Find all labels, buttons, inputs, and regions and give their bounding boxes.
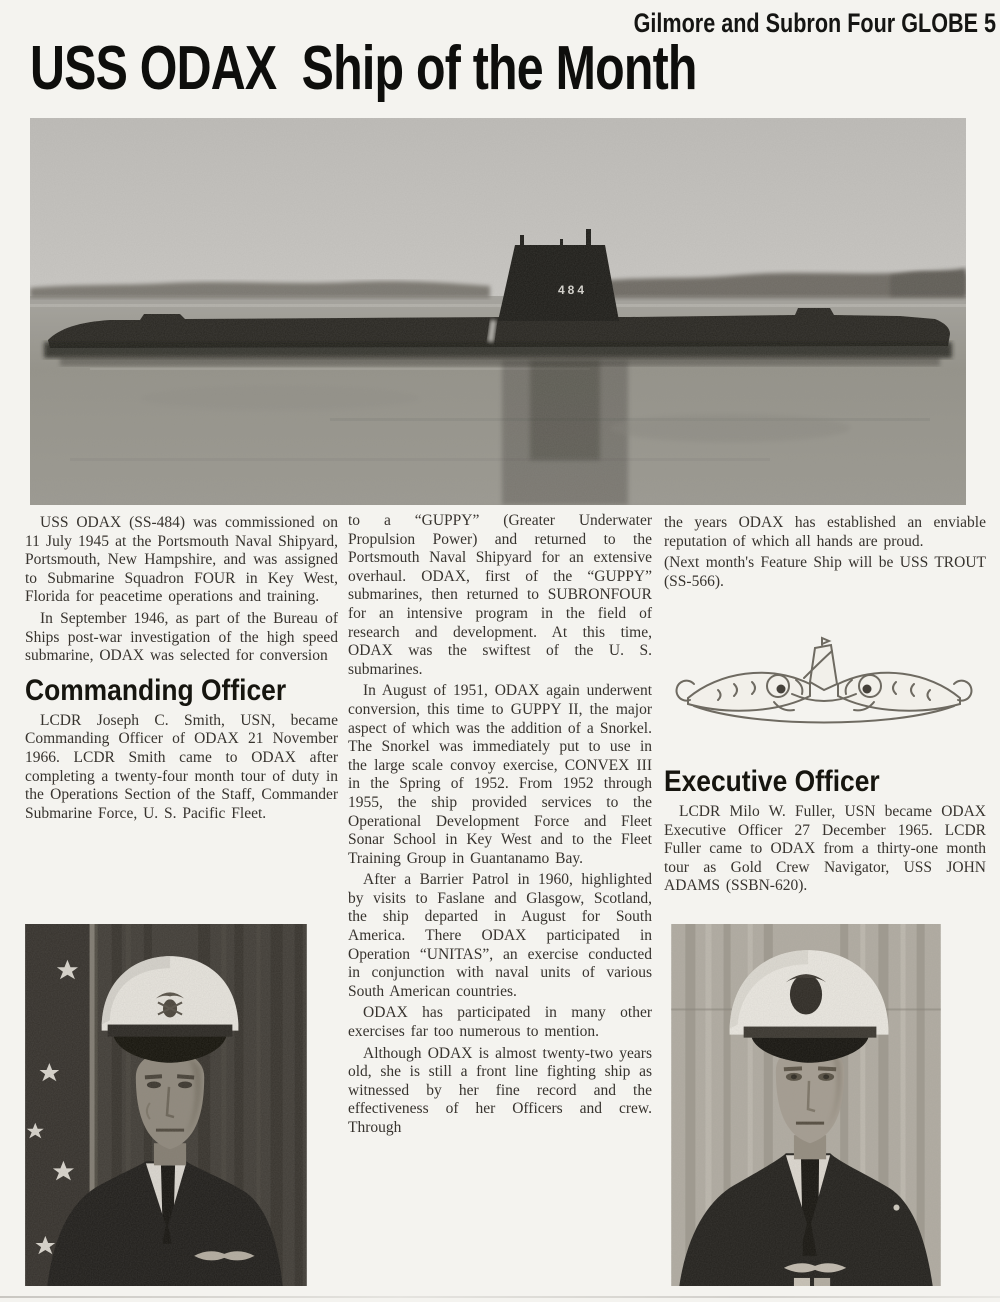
- masthead-text: Gilmore and Subron Four GLOBE 5: [633, 8, 996, 38]
- col3-paragraph-1: the years ODAX has established an enviable reputation of which all hands are proud.: [664, 514, 986, 550]
- commanding-officer-heading: Commanding Officer: [25, 673, 287, 707]
- column-3-top: [664, 514, 986, 594]
- col2-paragraph-2: In August of 1951, ODAX again underwent conversion, this time to GUPPY II, the major aspect of which was the addition of a Snorkel. The Snorkel was immediately put to use in the large scale convoy exercise, CONVEX III in the Spring of 1952. From 1952 through 1955, the ship provided services to the Operational Development Force and Fleet Sonar School in Key West and to the Fleet Training Group in Guantanamo Bay.: [348, 682, 652, 867]
- commanding-officer-portrait: [25, 924, 307, 1286]
- col2-paragraph-4: ODAX has participated in many other exercises far too numerous to mention.: [348, 1004, 652, 1041]
- column-2: [348, 512, 652, 1141]
- commanding-officer-portrait-art: [25, 924, 307, 1286]
- column-3-bottom: [664, 760, 986, 899]
- executive-officer-portrait-art: [671, 924, 941, 1286]
- col1-paragraph-3: LCDR Joseph C. Smith, USN, became Commanding Officer of ODAX 21 November 1966. LCDR Smith came to ODAX after completing a twenty-four month tour of duty in the Operations Section of the Staff, Commander Submarine Force, U. S. Pacific Fleet.: [25, 711, 338, 822]
- col2-paragraph-5: Although ODAX is almost twenty-two years old, she is still a front line fighting ship as witnessed by her fine record and the effectiveness of her Officers and crew. Through: [348, 1044, 652, 1136]
- page-title: USS ODAX Ship of the Month: [30, 34, 697, 103]
- col2-paragraph-3: After a Barrier Patrol in 1960, highlighted by visits to Faslane and Glasgow, Scotland, the ship departed in August for South America. There ODAX participated in Operation “UNITAS”, an exercise conducted in conjunction with naval units of various South American countries.: [348, 871, 652, 1000]
- submarine-photo: [30, 118, 966, 505]
- col3-paragraph-2: (Next month's Feature Ship will be USS TROUT (SS-566).: [664, 554, 986, 590]
- col1-paragraph-2: In September 1946, as part of the Bureau of Ships post-war investigation of the high speed submarine, ODAX was selected for conversion: [25, 609, 338, 665]
- executive-officer-heading: Executive Officer: [664, 765, 880, 798]
- col1-paragraph-1: USS ODAX (SS-484) was commissioned on 11 July 1945 at the Portsmouth Naval Shipyard, Portsmouth, New Hampshire, and was assigned to Submarine Squadron FOUR in Key West, Florida for peacetime operations and training.: [25, 514, 338, 606]
- col2-paragraph-1: to a “GUPPY” (Greater Underwater Propulsion Power) and returned to the Portsmouth Naval Shipyard for an extensive overhaul. ODAX, first of the “GUPPY” submarines, then returned to SUBRONFOUR for an intensive program in the field of research and development. At this time, ODAX was the swiftest of the U. S. submarines.: [348, 512, 652, 678]
- submarine-dolphins-insignia: [664, 636, 984, 756]
- dolphins-insignia-art: [664, 636, 984, 756]
- submarine-photo-art: [30, 118, 966, 505]
- executive-officer-portrait: [671, 924, 941, 1286]
- scan-artifact-line: [0, 1296, 1000, 1298]
- col3-paragraph-3: LCDR Milo W. Fuller, USN became ODAX Executive Officer 27 December 1965. LCDR Fuller came to ODAX from a thirty-one month tour as Gold Crew Navigator, USS JOHN ADAMS (SSBN-620).: [664, 803, 986, 895]
- column-1: [25, 514, 338, 826]
